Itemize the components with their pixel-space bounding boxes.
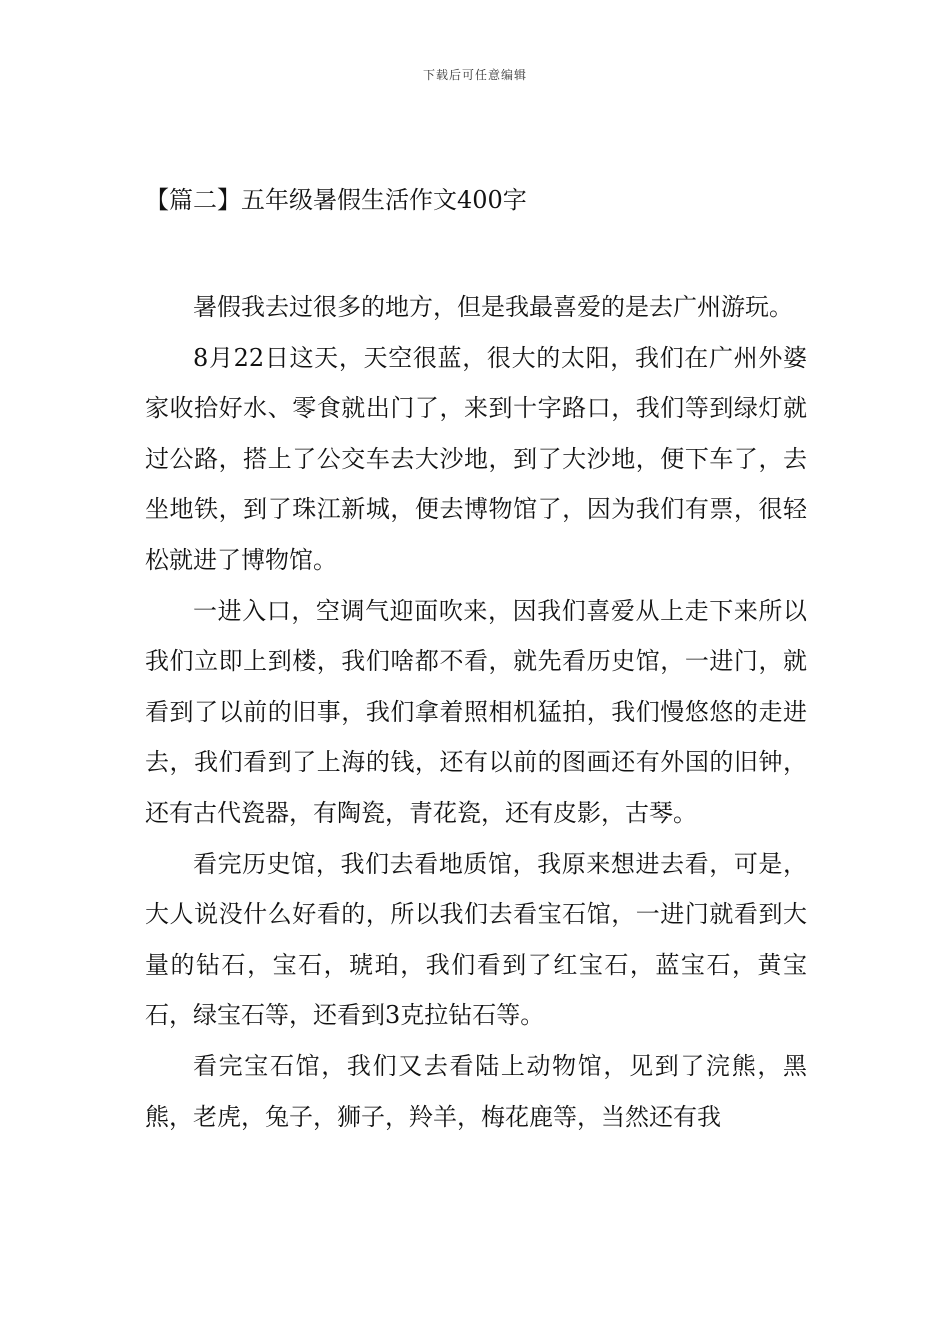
paragraph-1: 暑假我去过很多的地方，但是我最喜爱的是去广州游玩。 (193, 293, 793, 321)
paragraph-3: 一进入口，空调气迎面吹来，因我们喜爱从上走下来所以我们立即上到楼，我们啥都不看，就先看历史馆，一进门，就看到了以前的旧事，我们拿着照相机猛拍，我们慢悠悠的走进去，我们看到了上海的钱，还有以前的图画还有外国的旧钟，还有古代瓷器，有陶瓷，青花瓷，还有皮影，古琴。 (145, 596, 807, 827)
paragraph-4: 看完历史馆，我们去看地质馆，我原来想进去看，可是，大人说没什么好看的，所以我们去看宝石馆，一进门就看到大量的钻石，宝石，琥珀，我们看到了红宝石，蓝宝石，黄宝石，绿宝石等，还看到3克拉钻石等。 (145, 849, 807, 1030)
document-body (145, 282, 807, 1142)
paragraph-2: 8月22日这天，天空很蓝，很大的太阳，我们在广州外婆家收拾好水、零食就出门了，来到十字路口，我们等到绿灯就过公路，搭上了公交车去大沙地，到了大沙地，便下车了，去坐地铁，到了珠江新城，便去博物馆了，因为我们有票，很轻松就进了博物馆。 (145, 343, 807, 574)
paragraph-5: 看完宝石馆，我们又去看陆上动物馆，见到了浣熊，黑熊，老虎，兔子，狮子，羚羊，梅花鹿等，当然还有我 (145, 1051, 807, 1131)
document-title: 【篇二】五年级暑假生活作文400字 (145, 186, 527, 214)
page-header-note: 下载后可任意编辑 (422, 68, 527, 82)
